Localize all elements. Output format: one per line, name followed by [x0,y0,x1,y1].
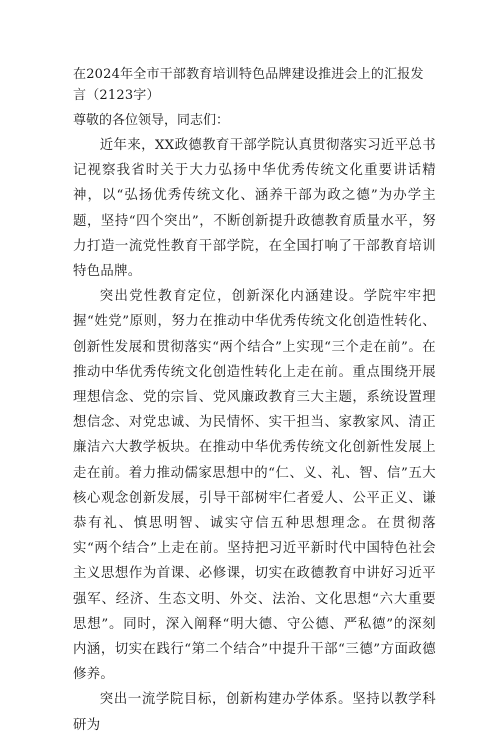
document-body [73,64,436,738]
paragraph-first-class-college: 突出一流学院目标，创新构建办学体系。坚持以教学科研为 [73,692,436,733]
paragraph-intro: 近年来，XX政德教育干部学院认真贯彻落实习近平总书记视察我省时关于大力弘扬中华优秀传统文化重要讲话精神，以“弘扬优秀传统文化、涵养干部为政之德”为办学主题，坚持“四个突出”，不断创新提升政德教育质量水平，努力打造一流党性教育干部学院，在全国打响了干部教育培训特色品牌。 [73,138,436,280]
paragraph-party-education: 突出党性教育定位，创新深化内涵建设。学院牢牢把握“姓党”原则，努力在推动中华优秀传统文化创造性转化、创新性发展和贯彻落实“两个结合”上实现“三个走在前”。在推动中华优秀传统文化创造性转化上走在前。重点围绕开展理想信念、党的宗旨、党风廉政教育三大主题，系统设置理想信念、对党忠诚、为民情怀、实干担当、家教家风、清正廉洁六大教学板块。在推动中华优秀传统文化创新性发展上走在前。着力推动儒家思想中的“仁、义、礼、智、信”五大核心观念创新发展，引导干部树牢仁者爱人、公平正义、谦恭有礼、慎思明智、诚实守信五种思想理念。在贯彻落实“两个结合”上走在前。坚持把习近平新时代中国特色社会主义思想作为首课、必修课，切实在政德教育中讲好习近平强军、经济、生态文明、外交、法治、文化思想“六大重要思想”。同时，深入阐释“明大德、守公德、严私德”的深刻内涵，切实在践行“第二个结合”中提升干部“三德”方面政德修养。 [73,289,436,683]
salutation: 尊敬的各位领导，同志们： [73,113,230,128]
document-title: 在2024年全市干部教育培训特色品牌建设推进会上的汇报发言（2123字） [73,67,424,103]
